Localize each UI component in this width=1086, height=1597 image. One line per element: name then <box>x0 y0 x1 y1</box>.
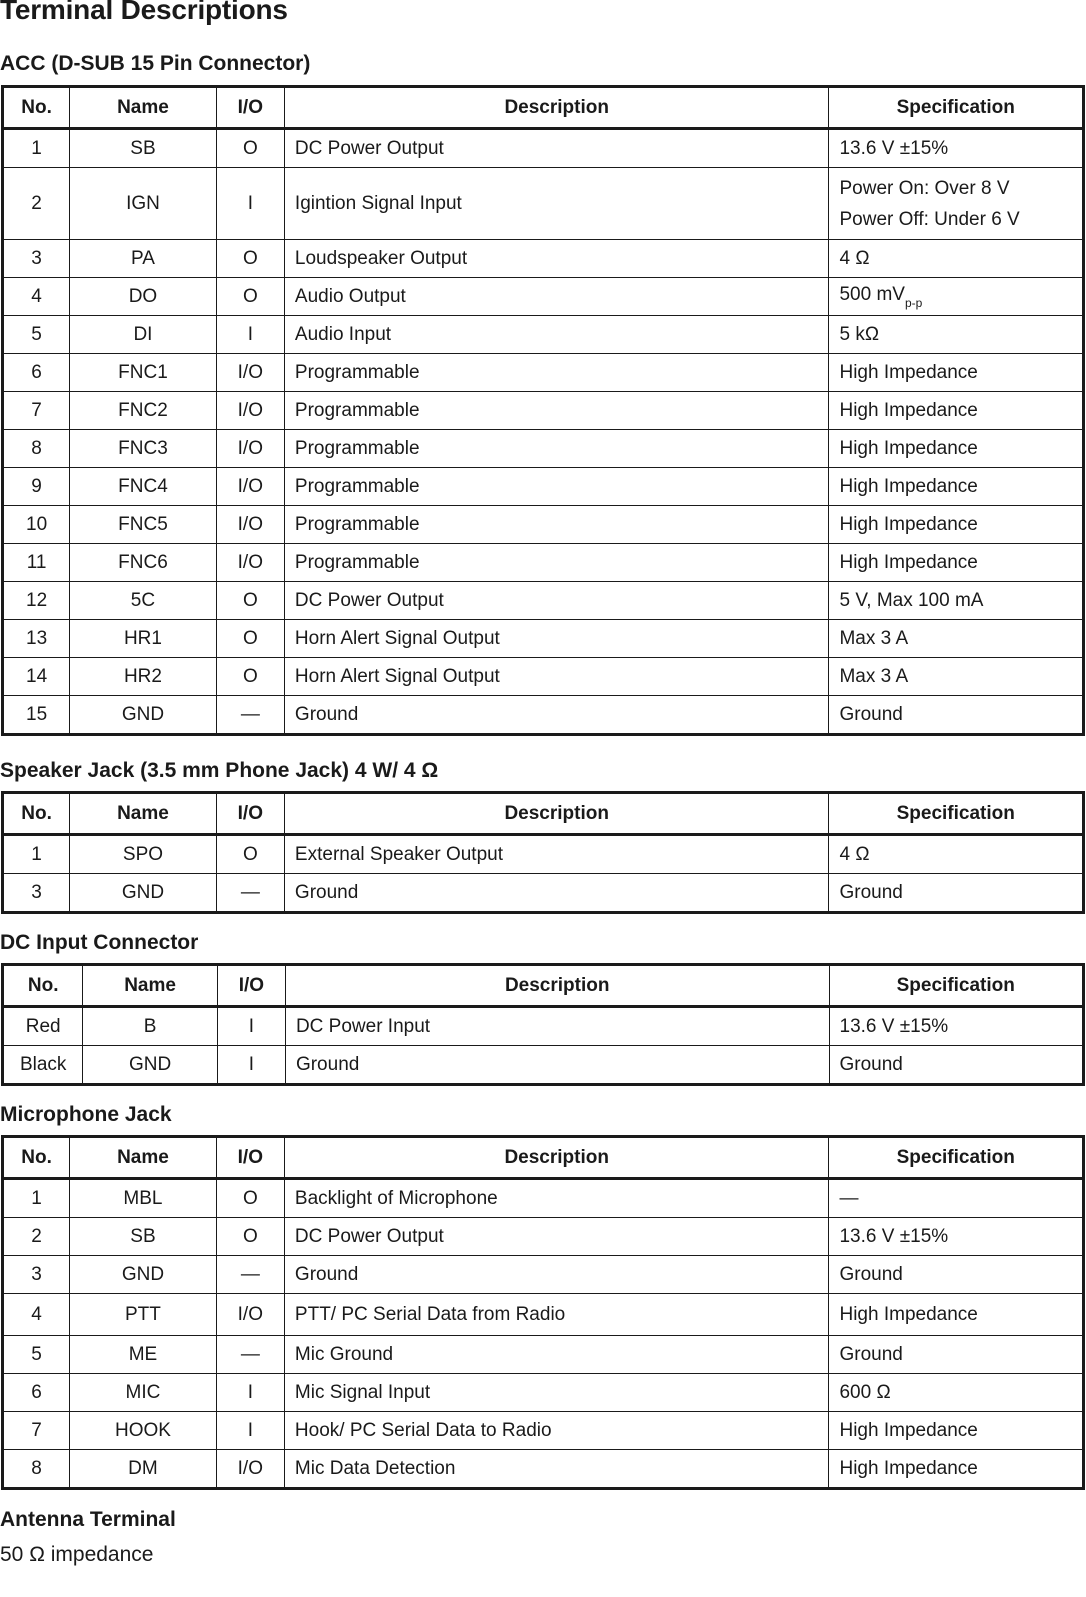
description-cell: Audio Input <box>284 316 829 354</box>
specification-cell: 13.6 V ±15% <box>829 129 1084 168</box>
io-cell: I <box>216 168 284 240</box>
no-header: No. <box>3 965 83 1007</box>
io-cell: I/O <box>216 1450 284 1489</box>
no-cell: 11 <box>3 544 70 582</box>
table-row <box>3 1374 1084 1412</box>
specification-header: Specification <box>829 793 1084 835</box>
specification-cell: Ground <box>829 1256 1084 1294</box>
io-cell: O <box>216 240 284 278</box>
io-cell: I <box>217 1046 285 1085</box>
dc-table <box>1 963 1085 1086</box>
description-cell: Ground <box>284 696 829 735</box>
io-cell: I <box>217 1007 285 1046</box>
io-header: I/O <box>216 1137 284 1179</box>
description-cell: Mic Data Detection <box>284 1450 829 1489</box>
name-header: Name <box>70 1137 217 1179</box>
io-cell: I/O <box>216 392 284 430</box>
specification-cell: High Impedance <box>829 468 1084 506</box>
spec-main: 500 mV <box>839 283 905 305</box>
io-cell: O <box>216 620 284 658</box>
io-cell: I/O <box>216 430 284 468</box>
specification-cell: Ground <box>829 1336 1084 1374</box>
name-cell: B <box>83 1007 217 1046</box>
table-row <box>3 1450 1084 1489</box>
table-row <box>3 1046 1084 1085</box>
table-row <box>3 430 1084 468</box>
name-cell: GND <box>70 696 217 735</box>
name-cell: HOOK <box>70 1412 217 1450</box>
description-cell: Ground <box>284 874 829 913</box>
mic-table <box>1 1135 1085 1490</box>
no-cell: 15 <box>3 696 70 735</box>
description-cell: Programmable <box>284 544 829 582</box>
table-row <box>3 316 1084 354</box>
description-cell: Horn Alert Signal Output <box>284 620 829 658</box>
no-cell: Black <box>3 1046 83 1085</box>
name-header: Name <box>70 87 217 129</box>
description-cell: Hook/ PC Serial Data to Radio <box>284 1412 829 1450</box>
io-cell: — <box>216 874 284 913</box>
description-cell: DC Power Output <box>284 1218 829 1256</box>
spec-line-2: Power Off: Under 6 V <box>839 208 1020 230</box>
specification-cell: 13.6 V ±15% <box>829 1218 1084 1256</box>
speaker-table <box>1 791 1085 914</box>
name-cell: HR2 <box>70 658 217 696</box>
io-cell: — <box>216 1336 284 1374</box>
table-row <box>3 1007 1084 1046</box>
no-header: No. <box>3 1137 70 1179</box>
dc-section-title: DC Input Connector <box>0 931 199 954</box>
table-row <box>3 240 1084 278</box>
no-cell: 6 <box>3 1374 70 1412</box>
header-row <box>3 793 1084 835</box>
no-cell: 12 <box>3 582 70 620</box>
specification-cell: 600 Ω <box>829 1374 1084 1412</box>
table-row <box>3 1294 1084 1336</box>
specification-cell: High Impedance <box>829 544 1084 582</box>
description-header: Description <box>284 1137 829 1179</box>
specification-cell <box>829 168 1084 240</box>
description-cell: DC Power Input <box>285 1007 829 1046</box>
no-cell: 2 <box>3 1218 70 1256</box>
io-cell: — <box>216 696 284 735</box>
no-cell: 4 <box>3 278 70 316</box>
name-cell: FNC5 <box>70 506 217 544</box>
table-row <box>3 506 1084 544</box>
no-cell: 14 <box>3 658 70 696</box>
io-cell: O <box>216 582 284 620</box>
name-cell: SB <box>70 1218 217 1256</box>
name-cell: 5C <box>70 582 217 620</box>
no-cell: 3 <box>3 1256 70 1294</box>
name-cell: GND <box>70 874 217 913</box>
io-cell: O <box>216 1218 284 1256</box>
description-cell: Programmable <box>284 430 829 468</box>
name-cell: FNC4 <box>70 468 217 506</box>
table-row <box>3 696 1084 735</box>
no-cell: 1 <box>3 835 70 874</box>
name-cell: IGN <box>70 168 217 240</box>
io-cell: O <box>216 1179 284 1218</box>
io-cell: I/O <box>216 1294 284 1336</box>
io-cell: I/O <box>216 468 284 506</box>
description-cell: DC Power Output <box>284 582 829 620</box>
io-cell: I <box>216 1374 284 1412</box>
description-cell: Igintion Signal Input <box>284 168 829 240</box>
no-cell: 8 <box>3 1450 70 1489</box>
no-cell: Red <box>3 1007 83 1046</box>
description-cell: Programmable <box>284 354 829 392</box>
io-cell: O <box>216 658 284 696</box>
no-cell: 7 <box>3 392 70 430</box>
specification-cell: Max 3 A <box>829 620 1084 658</box>
table-row <box>3 468 1084 506</box>
io-cell: I/O <box>216 354 284 392</box>
description-cell: Backlight of Microphone <box>284 1179 829 1218</box>
no-cell: 5 <box>3 316 70 354</box>
description-cell: Programmable <box>284 392 829 430</box>
io-cell: O <box>216 835 284 874</box>
no-cell: 10 <box>3 506 70 544</box>
description-cell: External Speaker Output <box>284 835 829 874</box>
specification-cell: 4 Ω <box>829 835 1084 874</box>
name-cell: FNC1 <box>70 354 217 392</box>
specification-header: Specification <box>829 87 1084 129</box>
description-cell: Loudspeaker Output <box>284 240 829 278</box>
specification-cell: — <box>829 1179 1084 1218</box>
io-cell: I <box>216 316 284 354</box>
table-row <box>3 1412 1084 1450</box>
no-cell: 7 <box>3 1412 70 1450</box>
no-header: No. <box>3 793 70 835</box>
table-row <box>3 168 1084 240</box>
name-cell: MIC <box>70 1374 217 1412</box>
name-cell: DI <box>70 316 217 354</box>
acc-section-title: ACC (D-SUB 15 Pin Connector) <box>0 52 311 75</box>
name-cell: DO <box>70 278 217 316</box>
name-header: Name <box>70 793 217 835</box>
no-cell: 9 <box>3 468 70 506</box>
name-cell: FNC2 <box>70 392 217 430</box>
no-cell: 2 <box>3 168 70 240</box>
specification-cell: High Impedance <box>829 506 1084 544</box>
io-cell: I <box>216 1412 284 1450</box>
io-header: I/O <box>216 87 284 129</box>
header-row <box>3 965 1084 1007</box>
specification-header: Specification <box>829 965 1084 1007</box>
specification-cell: 5 V, Max 100 mA <box>829 582 1084 620</box>
no-cell: 5 <box>3 1336 70 1374</box>
name-cell: GND <box>70 1256 217 1294</box>
no-cell: 4 <box>3 1294 70 1336</box>
specification-cell: Ground <box>829 1046 1084 1085</box>
io-cell: I/O <box>216 544 284 582</box>
no-cell: 8 <box>3 430 70 468</box>
description-cell: PTT/ PC Serial Data from Radio <box>284 1294 829 1336</box>
spec-subscript: p-p <box>904 295 923 310</box>
page-title: Terminal Descriptions <box>0 0 288 25</box>
table-row <box>3 835 1084 874</box>
table-row <box>3 544 1084 582</box>
description-cell: Programmable <box>284 506 829 544</box>
specification-cell: High Impedance <box>829 1412 1084 1450</box>
table-row <box>3 129 1084 168</box>
specification-cell: High Impedance <box>829 1450 1084 1489</box>
description-cell: DC Power Output <box>284 129 829 168</box>
description-header: Description <box>285 965 829 1007</box>
table-row <box>3 1179 1084 1218</box>
name-cell: PA <box>70 240 217 278</box>
antenna-text: 50 Ω impedance <box>0 1543 154 1566</box>
description-header: Description <box>284 793 829 835</box>
io-cell: O <box>216 129 284 168</box>
description-cell: Horn Alert Signal Output <box>284 658 829 696</box>
description-cell: Ground <box>284 1256 829 1294</box>
name-cell: HR1 <box>70 620 217 658</box>
antenna-section-title: Antenna Terminal <box>0 1508 176 1531</box>
table-row <box>3 620 1084 658</box>
table-row <box>3 278 1084 316</box>
name-cell: GND <box>83 1046 217 1085</box>
no-cell: 1 <box>3 1179 70 1218</box>
io-cell: — <box>216 1256 284 1294</box>
name-cell: SB <box>70 129 217 168</box>
table-row <box>3 658 1084 696</box>
io-header: I/O <box>217 965 285 1007</box>
specification-cell: 5 kΩ <box>829 316 1084 354</box>
description-cell: Mic Ground <box>284 1336 829 1374</box>
no-cell: 1 <box>3 129 70 168</box>
speaker-section-title: Speaker Jack (3.5 mm Phone Jack) 4 W/ 4 Ω <box>0 759 439 782</box>
no-cell: 3 <box>3 874 70 913</box>
name-cell: SPO <box>70 835 217 874</box>
table-row <box>3 874 1084 913</box>
name-cell: DM <box>70 1450 217 1489</box>
io-cell: O <box>216 278 284 316</box>
acc-table <box>1 85 1085 736</box>
header-row <box>3 1137 1084 1179</box>
description-cell: Programmable <box>284 468 829 506</box>
no-cell: 3 <box>3 240 70 278</box>
table-row <box>3 1336 1084 1374</box>
header-row <box>3 87 1084 129</box>
description-cell: Audio Output <box>284 278 829 316</box>
description-cell: Mic Signal Input <box>284 1374 829 1412</box>
mic-section-title: Microphone Jack <box>0 1103 172 1126</box>
description-header: Description <box>284 87 829 129</box>
io-header: I/O <box>216 793 284 835</box>
description-cell: Ground <box>285 1046 829 1085</box>
specification-cell: High Impedance <box>829 392 1084 430</box>
no-cell: 13 <box>3 620 70 658</box>
specification-cell: High Impedance <box>829 354 1084 392</box>
name-cell: ME <box>70 1336 217 1374</box>
table-row <box>3 392 1084 430</box>
specification-cell: Max 3 A <box>829 658 1084 696</box>
table-row <box>3 582 1084 620</box>
table-row <box>3 1256 1084 1294</box>
specification-cell: 4 Ω <box>829 240 1084 278</box>
specification-cell: High Impedance <box>829 430 1084 468</box>
name-cell: FNC3 <box>70 430 217 468</box>
name-cell: MBL <box>70 1179 217 1218</box>
table-row <box>3 354 1084 392</box>
name-cell: PTT <box>70 1294 217 1336</box>
no-cell: 6 <box>3 354 70 392</box>
name-cell: FNC6 <box>70 544 217 582</box>
io-cell: I/O <box>216 506 284 544</box>
specification-cell <box>829 278 1084 316</box>
specification-cell: 13.6 V ±15% <box>829 1007 1084 1046</box>
specification-cell: Ground <box>829 874 1084 913</box>
specification-cell: High Impedance <box>829 1294 1084 1336</box>
specification-header: Specification <box>829 1137 1084 1179</box>
table-row <box>3 1218 1084 1256</box>
no-header: No. <box>3 87 70 129</box>
spec-line-1: Power On: Over 8 V <box>839 177 1010 199</box>
specification-cell: Ground <box>829 696 1084 735</box>
name-header: Name <box>83 965 217 1007</box>
